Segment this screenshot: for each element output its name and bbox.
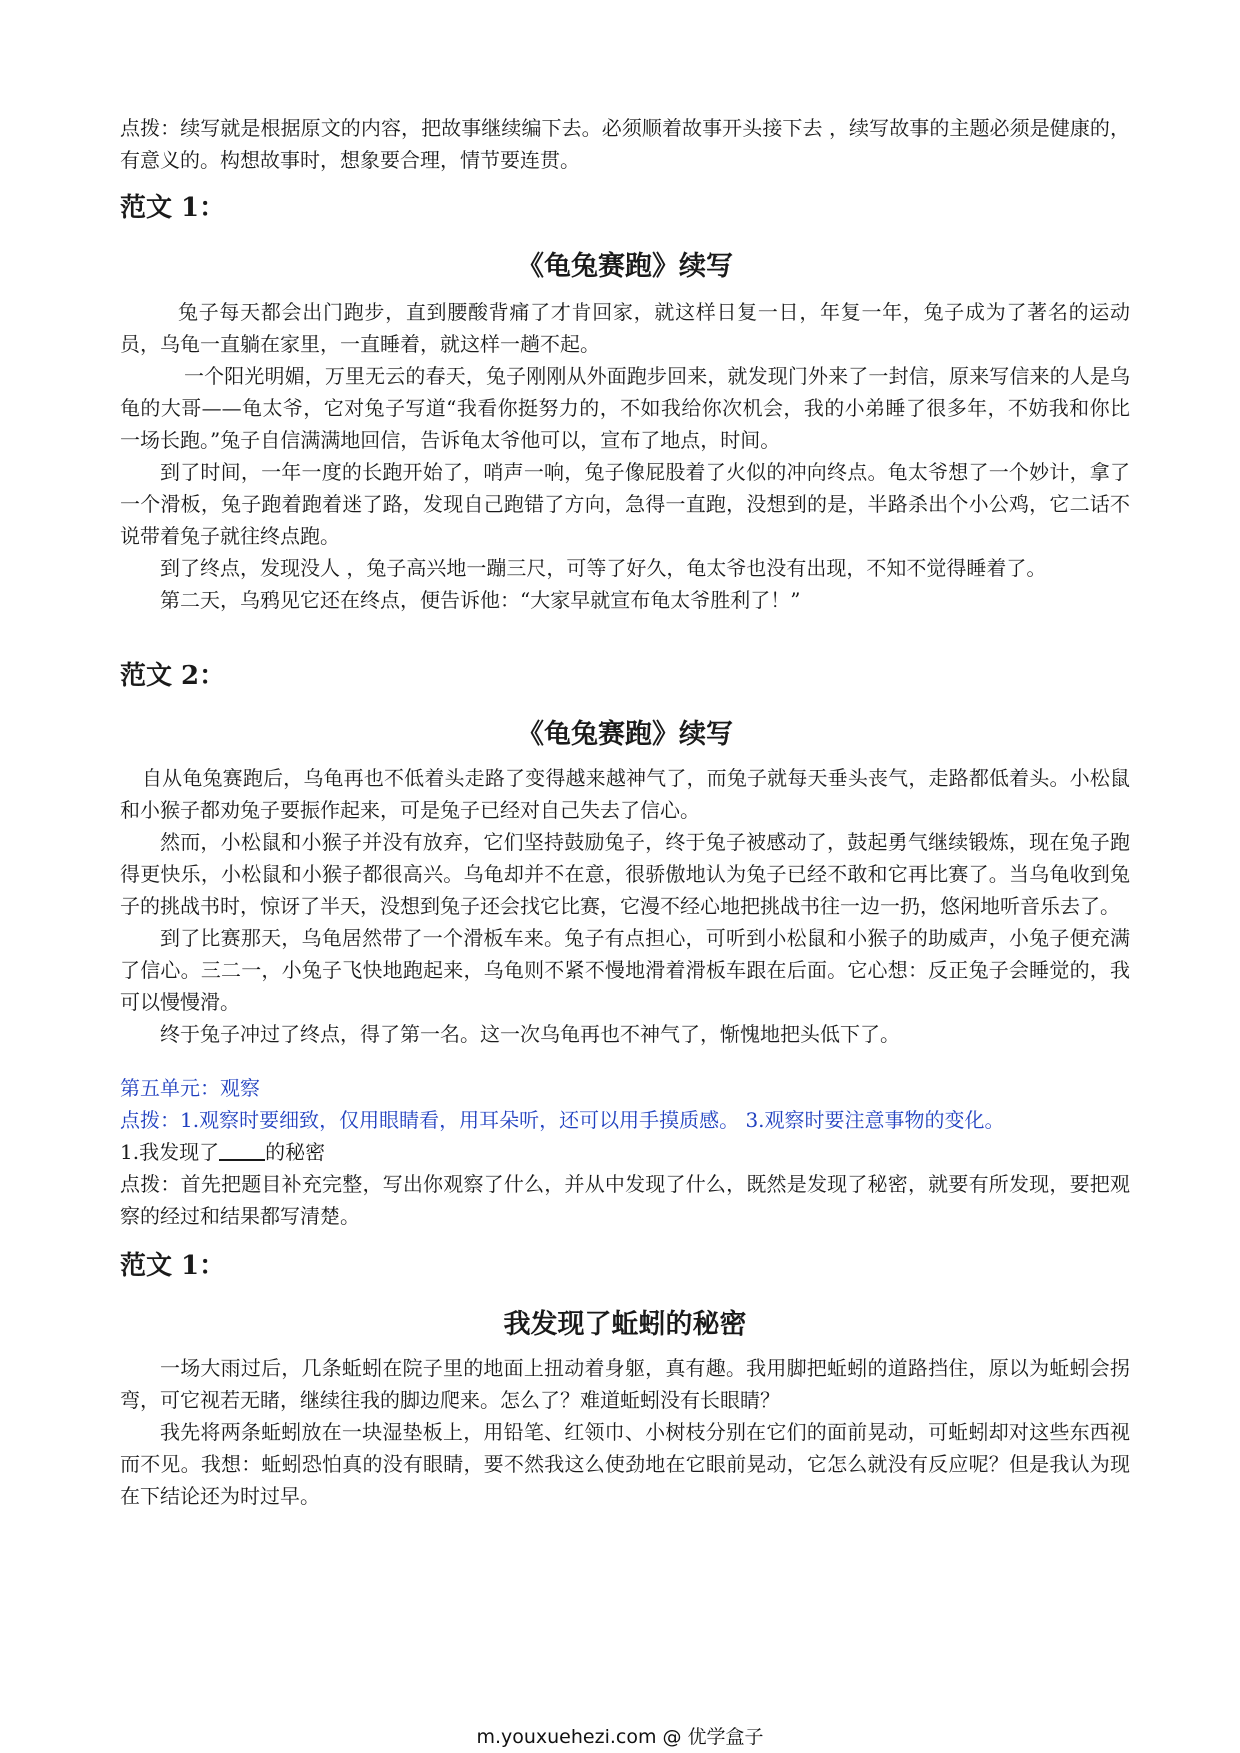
sample1-paragraph: 一个阳光明媚，万里无云的春天，兔子刚刚从外面跑步回来，就发现门外来了一封信，原来写信来的人是乌龟的大哥——龟太爷，它对兔子写道“我看你挺努力的，不如我给你次机会，我的小弟睡了很多年，不妨我和你比一场长跑。”兔子自信满满地回信，告诉龟太爷他可以，宣布了地点，时间。 — [120, 364, 1130, 452]
sample1-title: 《龟兔赛跑》续写 — [517, 251, 733, 282]
sample3-heading: 范文 1： — [120, 1251, 226, 1281]
sample2-paragraph: 到了比赛那天，乌龟居然带了一个滑板车来。兔子有点担心，可听到小松鼠和小猴子的助威声，小兔子便充满了信心。三二一，小兔子飞快地跑起来，乌龟则不紧不慢地滑着滑板车跟在后面。它心想：反正兔子会睡觉的，我可以慢慢滑。 — [120, 926, 1130, 1014]
unit5-section — [120, 1072, 1130, 1232]
sample1-paragraph: 第二天，乌鸦见它还在终点，便告诉他：“大家早就宣布龟太爷胜利了！” — [160, 588, 801, 612]
sample3-title: 我发现了蚯蚓的秘密 — [503, 1309, 747, 1340]
prompt-suffix: 的秘密 — [265, 1140, 326, 1164]
unit5-tip: 点拨：1.观察时要细致，仅用眼睛看，用耳朵听，还可以用手摸质感。 3.观察时要注意事物的变化。 — [120, 1108, 1005, 1132]
sample2-heading: 范文 2： — [120, 661, 226, 691]
sample2-paragraph: 然而，小松鼠和小猴子并没有放弃，它们坚持鼓励兔子，终于兔子被感动了，鼓起勇气继续锻炼，现在兔子跑得更快乐，小松鼠和小猴子都很高兴。乌龟却并不在意，很骄傲地认为兔子已经不敢和它再比赛了。当乌龟收到兔子的挑战书时，惊讶了半天，没想到兔子还会找它比赛，它漫不经心地把挑战书往一边一扔，悠闲地听音乐去了。 — [120, 830, 1130, 918]
sample1-heading: 范文 1： — [120, 193, 226, 223]
sample2-paragraph: 自从龟兔赛跑后，乌龟再也不低着头走路了变得越来越神气了，而兔子就每天垂头丧气，走路都低着头。小松鼠和小猴子都劝兔子要振作起来，可是兔子已经对自己失去了信心。 — [120, 766, 1130, 822]
intro-tip: 点拨：续写就是根据原文的内容，把故事继续编下去。必须顺着故事开头接下去 ，续写故事的主题必须是健康的，有意义的。构想故事时，想象要合理，情节要连贯。 — [120, 116, 1130, 172]
sample3-paragraph: 我先将两条蚯蚓放在一块湿垫板上，用铅笔、红领巾、小树枝分别在它们的面前晃动，可蚯蚓却对这些东西视而不见。我想：蚯蚓恐怕真的没有眼睛，要不然我这么使劲地在它眼前晃动，它怎么就没有反应呢？但是我认为现在下结论还为时过早。 — [120, 1420, 1130, 1508]
sample3-paragraph: 一场大雨过后，几条蚯蚓在院子里的地面上扭动着身躯，真有趣。我用脚把蚯蚓的道路挡住，原以为蚯蚓会拐弯，可它视若无睹，继续往我的脚边爬来。怎么了？难道蚯蚓没有长眼睛？ — [120, 1356, 1130, 1412]
unit5-title: 第五单元：观察 — [120, 1076, 260, 1100]
prompt-prefix: 1.我发现了 — [120, 1140, 220, 1164]
sample1-paragraph: 到了终点，发现没人 ，兔子高兴地一蹦三尺，可等了好久，龟太爷也没有出现，不知不觉得睡着了。 — [160, 556, 1047, 580]
unit5-prompt-tip: 点拨：首先把题目补充完整，写出你观察了什么，并从中发现了什么，既然是发现了秘密，就要有所发现，要把观察的经过和结果都写清楚。 — [120, 1172, 1130, 1228]
sample1-paragraph: 兔子每天都会出门跑步，直到腰酸背痛了才肯回家，就这样日复一日，年复一年，兔子成为了著名的运动员，乌龟一直躺在家里，一直睡着，就这样一趟不起。 — [120, 300, 1130, 356]
document-page — [120, 112, 1130, 1512]
sample2-body — [120, 762, 1130, 1050]
sample2-paragraph: 终于兔子冲过了终点，得了第一名。这一次乌龟再也不神气了，惭愧地把头低下了。 — [160, 1022, 900, 1046]
sample3-body — [120, 1352, 1130, 1512]
prompt-blank — [219, 1139, 265, 1161]
sample1-paragraph: 到了时间，一年一度的长跑开始了，哨声一响，兔子像屁股着了火似的冲向终点。龟太爷想了一个妙计，拿了一个滑板，兔子跑着跑着迷了路，发现自己跑错了方向，急得一直跑，没想到的是，半路杀出个小公鸡，它二话不说带着兔子就往终点跑。 — [120, 460, 1130, 548]
unit5-prompt — [120, 1136, 1130, 1168]
sample2-title: 《龟兔赛跑》续写 — [517, 719, 733, 750]
sample1-body — [120, 296, 1130, 616]
footer-watermark: m.youxuehezi.com @ 优学盒子 — [476, 1726, 764, 1748]
